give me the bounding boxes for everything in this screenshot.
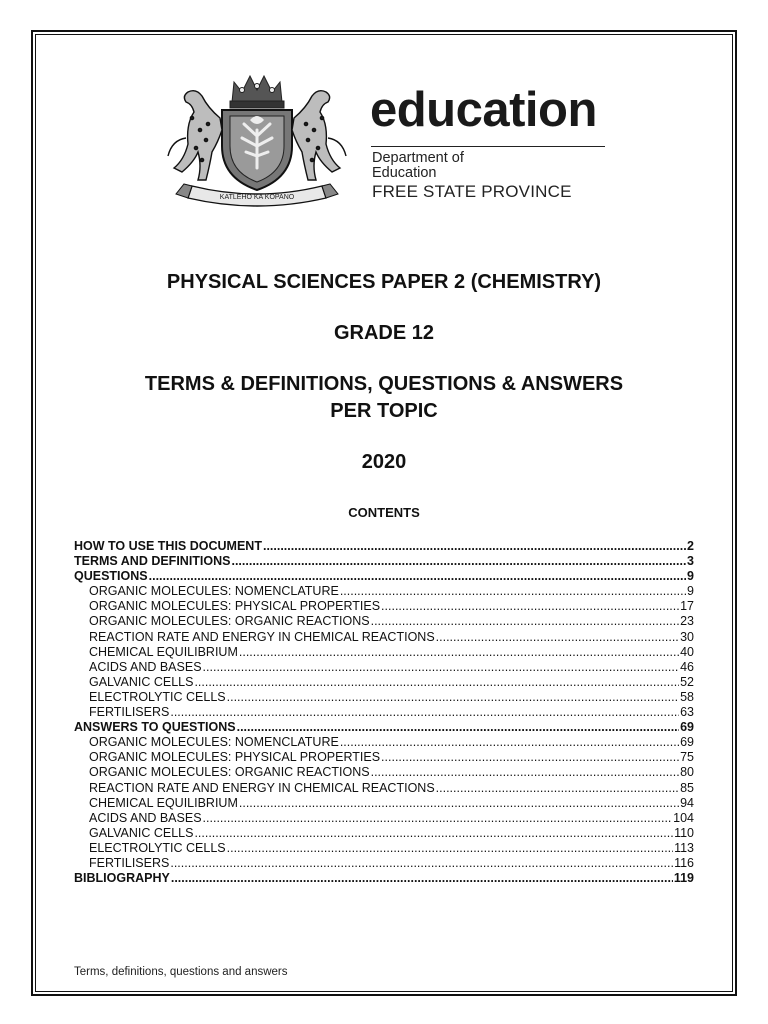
toc-leader-dots: [227, 690, 679, 705]
toc-entry[interactable]: [74, 614, 694, 629]
toc-entry-label: REACTION RATE AND ENERGY IN CHEMICAL REACTIONS: [89, 780, 435, 795]
toc-entry[interactable]: [74, 705, 694, 720]
toc-entry-page: 85: [680, 780, 694, 795]
toc-entry-page: 110: [674, 825, 694, 840]
toc-entry[interactable]: [74, 660, 694, 675]
toc-entry-label: FERTILISERS: [89, 855, 170, 870]
department-name: [372, 151, 464, 181]
toc-entry-page: 116: [674, 855, 694, 870]
toc-entry-page: 113: [674, 840, 694, 855]
toc-entry-page: 94: [680, 795, 694, 810]
document-title: PHYSICAL SCIENCES PAPER 2 (CHEMISTRY): [166, 271, 602, 293]
toc-leader-dots: [149, 569, 686, 584]
toc-entry[interactable]: [74, 750, 694, 765]
toc-entry-label: TERMS AND DEFINITIONS: [74, 554, 231, 569]
toc-entry-page: 3: [687, 554, 694, 569]
toc-entry[interactable]: [74, 781, 694, 796]
toc-entry[interactable]: [74, 796, 694, 811]
toc-entry[interactable]: [74, 690, 694, 705]
toc-entry-page: 9: [687, 569, 694, 584]
toc-leader-dots: [371, 765, 679, 780]
toc-entry-label: ACIDS AND BASES: [89, 810, 202, 825]
toc-entry-label: REACTION RATE AND ENERGY IN CHEMICAL REACTIONS: [89, 629, 435, 644]
toc-entry[interactable]: [74, 630, 694, 645]
toc-entry-label: CHEMICAL EQUILIBRIUM: [89, 795, 238, 810]
toc-leader-dots: [231, 554, 686, 569]
toc-entry-page: 80: [680, 765, 694, 780]
toc-entry-page: 30: [680, 629, 694, 644]
toc-entry-page: 40: [680, 644, 694, 659]
toc-entry-label: ELECTROLYTIC CELLS: [89, 689, 226, 704]
toc-entry-page: 119: [673, 871, 694, 886]
toc-leader-dots: [340, 735, 679, 750]
toc-entry[interactable]: [74, 599, 694, 614]
toc-entry[interactable]: [74, 765, 694, 780]
toc-leader-dots: [227, 841, 673, 856]
toc-leader-dots: [171, 871, 673, 886]
toc-leader-dots: [170, 705, 679, 720]
toc-entry-label: FERTILISERS: [89, 705, 170, 720]
toc-entry-label: ORGANIC MOLECULES: ORGANIC REACTIONS: [89, 614, 370, 629]
toc-leader-dots: [239, 796, 679, 811]
cheetah-left-icon: [168, 91, 222, 180]
toc-entry-page: 69: [680, 735, 694, 750]
subtitle: [0, 371, 768, 425]
toc-entry[interactable]: [74, 554, 694, 569]
toc-leader-dots: [194, 675, 679, 690]
table-of-contents: [74, 539, 694, 886]
grade-heading: GRADE 12: [333, 322, 435, 344]
toc-leader-dots: [381, 750, 679, 765]
toc-leader-dots: [239, 645, 679, 660]
toc-entry-label: ELECTROLYTIC CELLS: [89, 840, 226, 855]
toc-entry-page: 75: [680, 750, 694, 765]
toc-entry[interactable]: [74, 735, 694, 750]
toc-leader-dots: [436, 630, 679, 645]
toc-entry[interactable]: [74, 675, 694, 690]
wordmark-divider: [371, 146, 605, 147]
toc-entry-page: 17: [680, 599, 694, 614]
toc-entry[interactable]: [74, 856, 694, 871]
toc-entry-page: 2: [687, 539, 694, 553]
toc-entry-page: 9: [687, 584, 694, 599]
toc-leader-dots: [436, 781, 679, 796]
toc-entry-page: 52: [680, 674, 694, 689]
toc-entry[interactable]: [74, 871, 694, 886]
toc-entry[interactable]: [74, 645, 694, 660]
toc-entry[interactable]: [74, 584, 694, 599]
page-footer: Terms, definitions, questions and answers: [74, 966, 288, 978]
toc-leader-dots: [170, 856, 673, 871]
department-line-2: Education: [372, 165, 437, 181]
toc-leader-dots: [203, 811, 673, 826]
toc-entry-label: QUESTIONS: [74, 569, 148, 584]
toc-leader-dots: [263, 539, 686, 554]
toc-entry[interactable]: [74, 826, 694, 841]
toc-entry-label: ORGANIC MOLECULES: NOMENCLATURE: [89, 735, 339, 750]
toc-entry-label: ORGANIC MOLECULES: NOMENCLATURE: [89, 584, 339, 599]
toc-entry-page: 104: [673, 810, 694, 825]
toc-entry[interactable]: [74, 720, 694, 735]
contents-heading: CONTENTS: [348, 505, 420, 520]
toc-entry-page: 58: [680, 689, 694, 704]
toc-leader-dots: [237, 720, 680, 735]
toc-leader-dots: [371, 614, 679, 629]
toc-entry-label: ORGANIC MOLECULES: PHYSICAL PROPERTIES: [89, 750, 381, 765]
crown-icon: [230, 76, 284, 108]
toc-entry-label: ACIDS AND BASES: [89, 659, 202, 674]
province-name: FREE STATE PROVINCE: [372, 182, 572, 201]
toc-entry-page: 46: [680, 659, 694, 674]
toc-entry[interactable]: [74, 841, 694, 856]
cheetah-right-icon: [292, 91, 346, 180]
toc-entry-label: HOW TO USE THIS DOCUMENT: [74, 539, 262, 553]
toc-entry-label: ORGANIC MOLECULES: ORGANIC REACTIONS: [89, 765, 370, 780]
toc-entry[interactable]: [74, 539, 694, 554]
toc-entry-label: BIBLIOGRAPHY: [74, 871, 170, 886]
toc-entry-label: ORGANIC MOLECULES: PHYSICAL PROPERTIES: [89, 599, 381, 614]
toc-leader-dots: [194, 826, 673, 841]
year-heading: 2020: [361, 451, 407, 473]
subtitle-line-1: TERMS & DEFINITIONS, QUESTIONS & ANSWERS: [144, 373, 624, 395]
toc-entry-page: 23: [680, 614, 694, 629]
toc-entry-label: GALVANIC CELLS: [89, 674, 194, 689]
coat-of-arms-logo: [162, 68, 352, 210]
toc-entry-label: GALVANIC CELLS: [89, 825, 194, 840]
toc-entry-page: 63: [680, 705, 694, 720]
toc-entry-label: CHEMICAL EQUILIBRIUM: [89, 644, 238, 659]
toc-leader-dots: [381, 599, 679, 614]
toc-entry-page: 69: [680, 720, 694, 735]
toc-entry-label: ANSWERS TO QUESTIONS: [74, 720, 236, 735]
education-wordmark: education: [370, 83, 597, 137]
toc-entry[interactable]: [74, 569, 694, 584]
subtitle-line-2: PER TOPIC: [330, 400, 438, 422]
department-line-1: Department of: [372, 150, 464, 166]
toc-leader-dots: [203, 660, 680, 675]
toc-leader-dots: [340, 584, 686, 599]
motto-text: KATLEHO KA KOPANO: [219, 194, 295, 201]
shield-icon: [222, 110, 292, 190]
toc-entry[interactable]: [74, 811, 694, 826]
